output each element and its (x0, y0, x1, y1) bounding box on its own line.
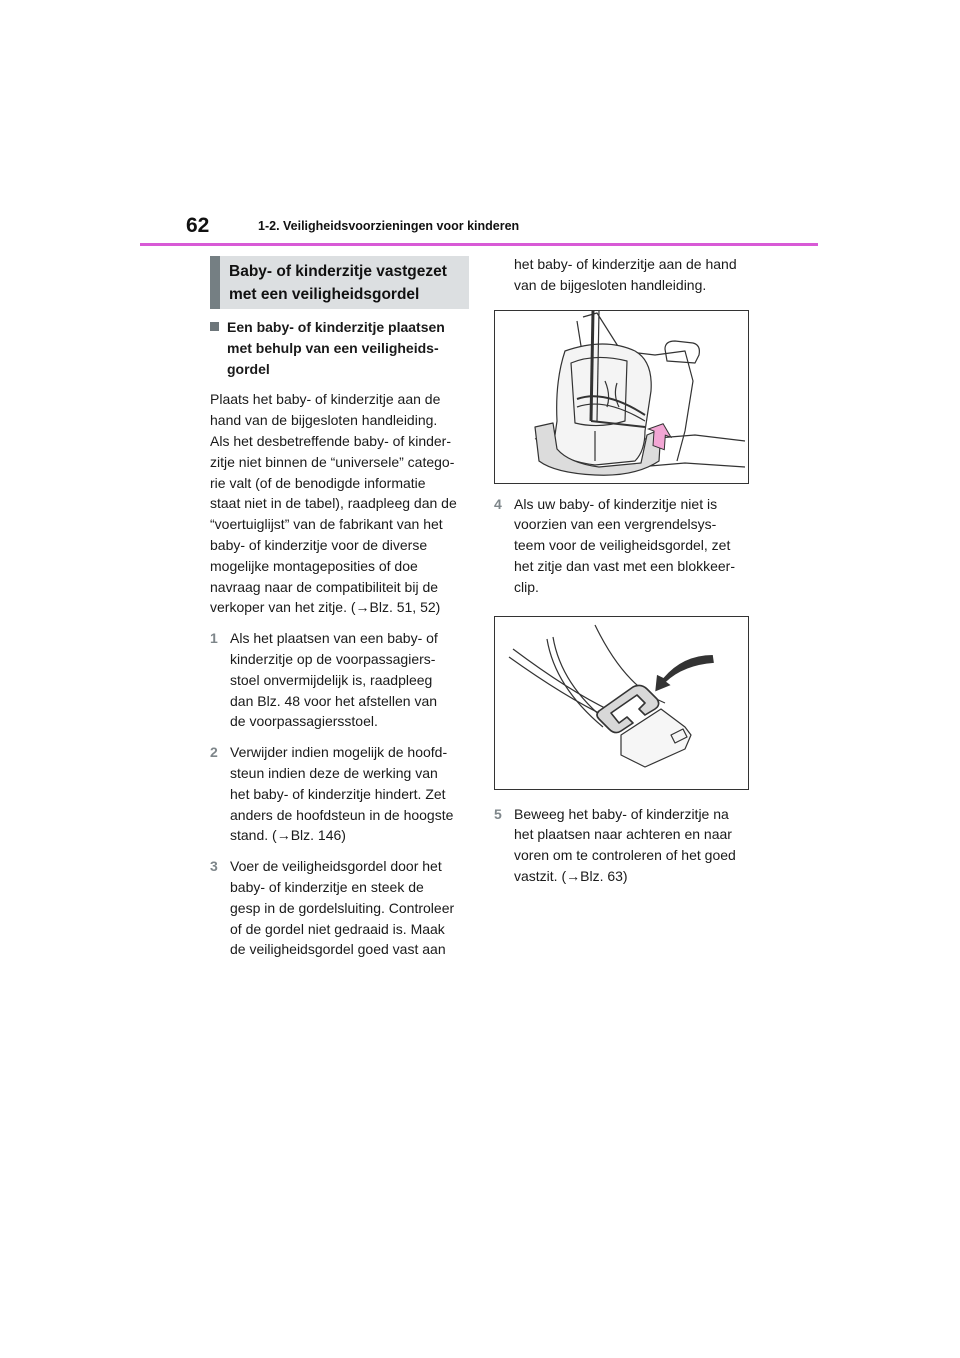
step-line: het baby- of kinderzitje hindert. Zet (230, 785, 446, 802)
intro-line: navraag naar de compatibiliteit bij de (210, 578, 439, 595)
step-number: 5 (494, 805, 502, 822)
step-line: het zitje dan vast met een blokkeer- (514, 557, 736, 574)
page-number: 62 (186, 214, 210, 237)
intro-line: “voertuiglijst” van de fabrikant van het (210, 516, 443, 533)
step-line: Verwijder indien mogelijk de hoofd- (230, 744, 448, 761)
locking-clip-drawing (495, 617, 748, 789)
right-column (494, 254, 756, 897)
child-seat-illustration (494, 310, 749, 484)
step-line: voorzien van een vergrendelsys- (514, 516, 717, 533)
intro-line: baby- of kinderzitje voor de diverse (210, 536, 428, 553)
step-number: 1 (210, 630, 218, 647)
intro-line: Plaats het baby- of kinderzitje aan de (210, 391, 441, 408)
step-line: stand. (→Blz. 146) (230, 827, 346, 844)
step-line: clip. (514, 578, 539, 595)
section-title: 1-2. Veiligheidsvoorzieningen voor kinderen (258, 219, 520, 233)
step-line: de voorpassagiersstoel. (230, 713, 378, 730)
heading-line-1: Baby- of kinderzitje vastgezet (229, 263, 447, 280)
step-line: dan Blz. 48 voor het afstellen van (230, 692, 438, 709)
step-line: steun indien deze de werking van (230, 764, 438, 781)
step-line: Beweeg het baby- of kinderzitje na (514, 805, 729, 822)
step-line: gesp in de gordelsluiting. Controleer (230, 899, 455, 916)
square-bullet-icon (210, 322, 219, 331)
step-line: teem voor de veiligheidsgordel, zet (514, 537, 731, 554)
heading-line-2: met een veiligheidsgordel (229, 286, 420, 303)
step-line: voren om te controleren of het goed (514, 847, 736, 864)
locking-clip-illustration (494, 616, 749, 790)
step-number: 2 (210, 744, 218, 761)
step-1 (210, 628, 472, 732)
intro-line: hand van de bijgesloten handleiding. (210, 412, 438, 429)
step-line: Als het plaatsen van een baby- of (230, 630, 438, 647)
step-line: van de bijgesloten handleiding. (514, 276, 707, 293)
intro-line: mogelijke montageposities of doe (210, 557, 418, 574)
step-2 (210, 742, 472, 846)
step-line: kinderzitje op de voorpassagiers- (230, 650, 436, 667)
left-column (210, 317, 472, 970)
step-line: stoel onvermijdelijk is, raadpleeg (230, 671, 433, 688)
step-number: 3 (210, 858, 218, 875)
step-number: 4 (494, 495, 502, 512)
section-heading (210, 256, 469, 309)
subheading-line-2: met behulp van een veiligheids- (227, 339, 439, 356)
subheading-line-3: gordel (227, 360, 270, 377)
intro-line: Als het desbetreffende baby- of kinder- (210, 432, 452, 449)
step-line: anders de hoofdsteun in de hoogste (230, 806, 454, 823)
intro-paragraph (210, 389, 472, 618)
step-line: baby- of kinderzitje en steek de (230, 878, 424, 895)
step-line: Als uw baby- of kinderzitje niet is (514, 495, 718, 512)
step-3-continued (494, 254, 756, 296)
child-seat-drawing (495, 311, 748, 483)
intro-line: verkoper van het zitje. (→Blz. 51, 52) (210, 599, 441, 616)
step-3 (210, 856, 472, 960)
step-5 (494, 804, 756, 887)
step-line: het plaatsen naar achteren en naar (514, 826, 732, 843)
subheading-line-1: Een baby- of kinderzitje plaatsen (227, 319, 445, 335)
intro-line: zitje niet binnen de “universele” catego- (210, 453, 455, 470)
subheading (210, 317, 472, 379)
intro-line: rie valt (of de benodigde informatie (210, 474, 426, 491)
step-line: het baby- of kinderzitje aan de hand (514, 256, 737, 272)
step-4 (494, 494, 756, 598)
step-line: Voer de veiligheidsgordel door het (230, 858, 442, 875)
intro-line: staat niet in de tabel), raadpleeg dan de (210, 495, 457, 512)
step-line: of de gordel niet gedraaid is. Maak (230, 920, 445, 937)
step-line: vastzit. (→Blz. 63) (514, 867, 628, 884)
step-line: de veiligheidsgordel goed vast aan (230, 941, 446, 958)
header-divider (140, 243, 818, 246)
